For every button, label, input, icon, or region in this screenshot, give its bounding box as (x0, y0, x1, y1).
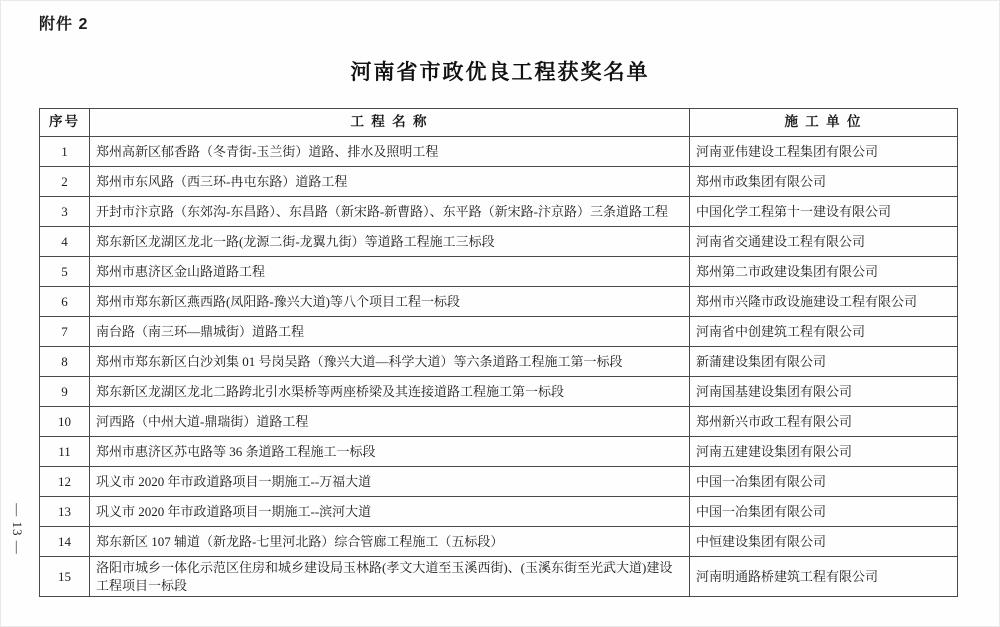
project-name: 郑州市东风路（西三环-冉屯东路）道路工程 (90, 167, 690, 197)
project-name: 巩义市 2020 年市政道路项目一期施工--万福大道 (90, 467, 690, 497)
project-name: 河西路（中州大道-鼎瑞街）道路工程 (90, 407, 690, 437)
construction-unit: 河南省交通建设工程有限公司 (690, 227, 958, 257)
award-table (39, 108, 958, 597)
table-row (40, 497, 958, 527)
project-name: 洛阳市城乡一体化示范区住房和城乡建设局玉林路(孝文大道至玉溪西街)、(玉溪东街至光武大道)建设工程项目一标段 (90, 557, 690, 597)
serial-number: 7 (40, 317, 90, 347)
serial-number: 13 (40, 497, 90, 527)
table-row (40, 137, 958, 167)
table-row (40, 197, 958, 227)
construction-unit: 郑州新兴市政工程有限公司 (690, 407, 958, 437)
table-row (40, 407, 958, 437)
table-row (40, 257, 958, 287)
attachment-label: 附件 2 (39, 16, 89, 33)
header-serial-number: 序号 (40, 109, 90, 137)
serial-number: 6 (40, 287, 90, 317)
construction-unit: 郑州市兴隆市政设施建设工程有限公司 (690, 287, 958, 317)
serial-number: 12 (40, 467, 90, 497)
serial-number: 4 (40, 227, 90, 257)
project-name: 郑州市郑东新区燕西路(凤阳路-豫兴大道)等八个项目工程一标段 (90, 287, 690, 317)
table-row (40, 287, 958, 317)
serial-number: 14 (40, 527, 90, 557)
construction-unit: 中国一冶集团有限公司 (690, 497, 958, 527)
project-name: 郑州市郑东新区白沙刘集 01 号岗吴路（豫兴大道—科学大道）等六条道路工程施工第一标段 (90, 347, 690, 377)
project-name: 开封市汴京路（东郊沟-东昌路）、东昌路（新宋路-新曹路）、东平路（新宋路-汴京路）三条道路工程 (90, 197, 690, 227)
project-name: 郑州市惠济区苏屯路等 36 条道路工程施工一标段 (90, 437, 690, 467)
construction-unit: 河南明通路桥建筑工程有限公司 (690, 557, 958, 597)
serial-number: 9 (40, 377, 90, 407)
table-row (40, 467, 958, 497)
serial-number: 2 (40, 167, 90, 197)
project-name: 郑东新区龙湖区龙北一路(龙源二街-龙翼九街）等道路工程施工三标段 (90, 227, 690, 257)
table-row (40, 317, 958, 347)
table-row (40, 377, 958, 407)
construction-unit: 河南省中创建筑工程有限公司 (690, 317, 958, 347)
construction-unit: 郑州第二市政建设集团有限公司 (690, 257, 958, 287)
serial-number: 3 (40, 197, 90, 227)
table-header-row (40, 109, 958, 137)
table-row (40, 437, 958, 467)
construction-unit: 河南国基建设集团有限公司 (690, 377, 958, 407)
header-construction-unit: 施 工 单 位 (690, 109, 958, 137)
project-name: 郑州高新区郁香路（冬青街-玉兰街）道路、排水及照明工程 (90, 137, 690, 167)
project-name: 郑东新区龙湖区龙北二路跨北引水渠桥等两座桥梁及其连接道路工程施工第一标段 (90, 377, 690, 407)
construction-unit: 中恒建设集团有限公司 (690, 527, 958, 557)
page-number: — 13 — (10, 503, 25, 555)
serial-number: 15 (40, 557, 90, 597)
project-name: 郑东新区 107 辅道（新龙路-七里河北路）综合管廊工程施工（五标段） (90, 527, 690, 557)
project-name: 巩义市 2020 年市政道路项目一期施工--滨河大道 (90, 497, 690, 527)
project-name: 郑州市惠济区金山路道路工程 (90, 257, 690, 287)
table-row (40, 227, 958, 257)
table-row (40, 347, 958, 377)
header-project-name: 工 程 名 称 (90, 109, 690, 137)
page-title: 河南省市政优良工程获奖名单 (350, 61, 650, 84)
construction-unit: 郑州市政集团有限公司 (690, 167, 958, 197)
construction-unit: 河南五建建设集团有限公司 (690, 437, 958, 467)
serial-number: 11 (40, 437, 90, 467)
table-row (40, 527, 958, 557)
project-name: 南台路（南三环—鼎城街）道路工程 (90, 317, 690, 347)
construction-unit: 中国化学工程第十一建设有限公司 (690, 197, 958, 227)
serial-number: 1 (40, 137, 90, 167)
construction-unit: 河南亚伟建设工程集团有限公司 (690, 137, 958, 167)
table-row (40, 167, 958, 197)
serial-number: 10 (40, 407, 90, 437)
table-row (40, 557, 958, 597)
construction-unit: 中国一冶集团有限公司 (690, 467, 958, 497)
serial-number: 5 (40, 257, 90, 287)
construction-unit: 新蒲建设集团有限公司 (690, 347, 958, 377)
serial-number: 8 (40, 347, 90, 377)
